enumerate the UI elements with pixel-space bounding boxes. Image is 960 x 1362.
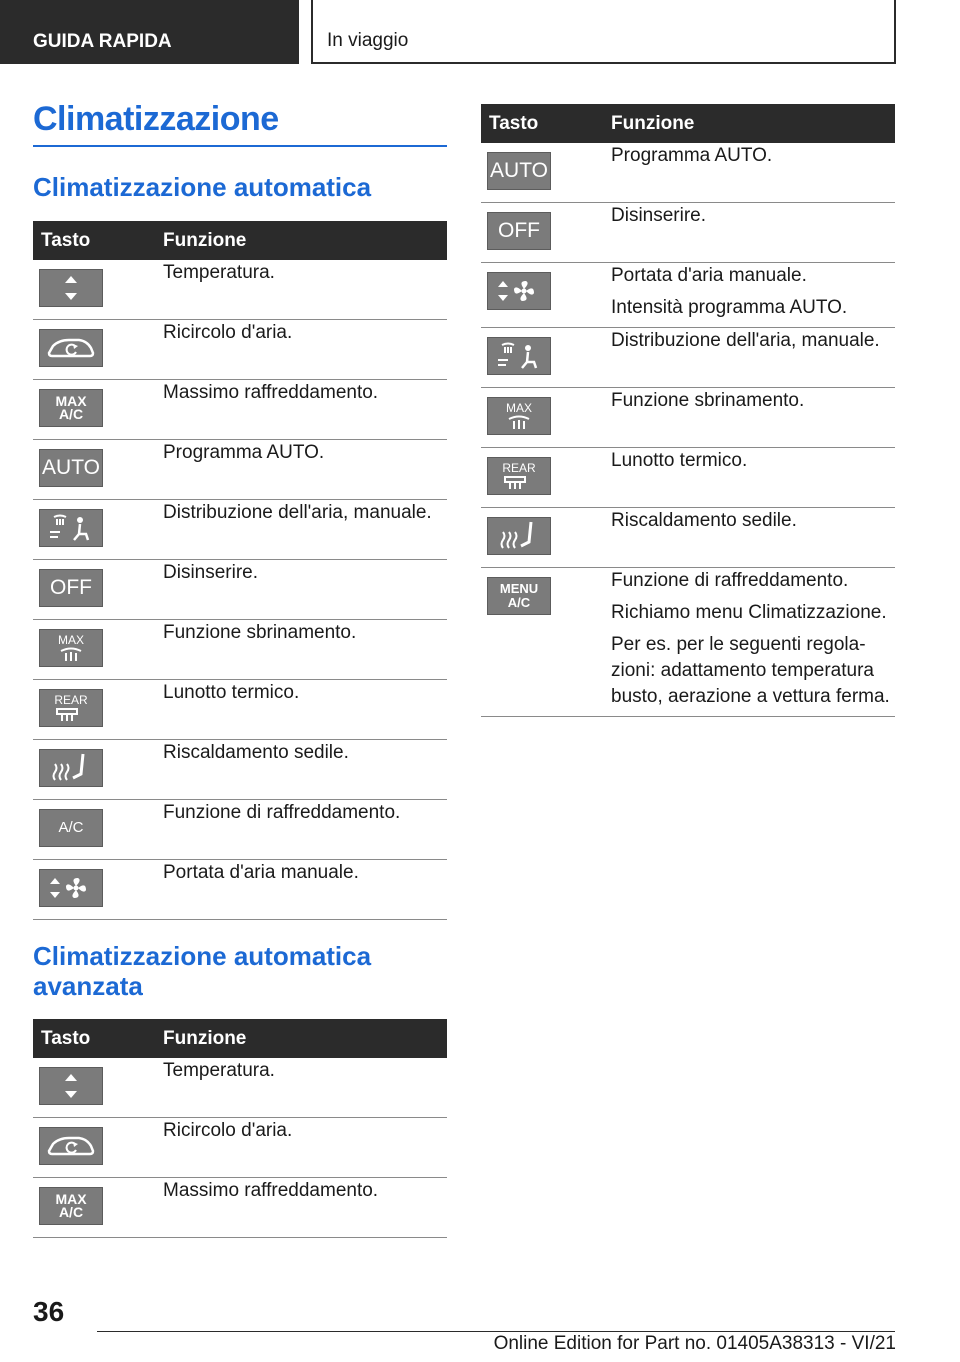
key-cell bbox=[33, 860, 163, 920]
table-row bbox=[33, 860, 447, 920]
function-cell bbox=[163, 560, 447, 620]
seat-heating-icon bbox=[495, 520, 543, 552]
auto-program-icon: AUTO bbox=[490, 159, 548, 182]
key-cell bbox=[33, 380, 163, 440]
page-title: Climatizzazione bbox=[33, 100, 279, 138]
rear-defrost-key bbox=[39, 689, 103, 727]
function-cell bbox=[163, 800, 447, 860]
function-cell bbox=[163, 380, 447, 440]
function-text: Funzione sbrinamento. bbox=[163, 622, 357, 643]
function-cell bbox=[163, 1118, 447, 1178]
title-divider bbox=[33, 145, 447, 147]
function-cell bbox=[611, 328, 895, 388]
function-text: Temperatura. bbox=[163, 1060, 275, 1081]
function-text: Disinserire. bbox=[611, 205, 707, 226]
temperature-arrows-key bbox=[39, 1067, 103, 1105]
key-cell bbox=[481, 568, 611, 717]
air-distribution-key bbox=[487, 337, 551, 375]
air-recirculation-key bbox=[39, 1127, 103, 1165]
function-cell bbox=[611, 448, 895, 508]
table-row bbox=[33, 1058, 447, 1118]
function-text: Disinserire. bbox=[163, 562, 259, 583]
seat-heating-key bbox=[487, 517, 551, 555]
key-cell bbox=[33, 500, 163, 560]
function-cell bbox=[611, 263, 895, 328]
table-row bbox=[33, 560, 447, 620]
page-number: 36 bbox=[33, 1296, 65, 1327]
air-recirculation-key bbox=[39, 329, 103, 367]
climate-keys-table-automatic bbox=[33, 221, 447, 920]
function-cell bbox=[163, 440, 447, 500]
off-icon: OFF bbox=[498, 219, 540, 242]
menu-ac-key bbox=[487, 577, 551, 615]
key-cell bbox=[481, 203, 611, 263]
max-defrost-icon: MAX bbox=[506, 403, 532, 430]
ac-key bbox=[39, 809, 103, 847]
section-title-advanced: Climatizzazione automatica avanzata bbox=[33, 941, 372, 1001]
column-header-key: Tasto bbox=[33, 1019, 163, 1058]
chapter-tab: In viaggio bbox=[311, 0, 896, 64]
table-row bbox=[481, 203, 895, 263]
off-key bbox=[487, 212, 551, 250]
function-text: Intensità programma AUTO. bbox=[611, 297, 848, 318]
column-header-key: Tasto bbox=[33, 221, 163, 260]
key-cell bbox=[33, 440, 163, 500]
key-cell bbox=[481, 328, 611, 388]
function-cell bbox=[611, 508, 895, 568]
air-flow-manual-icon bbox=[46, 873, 96, 903]
key-cell bbox=[481, 388, 611, 448]
climate-keys-table-advanced bbox=[33, 1019, 447, 1238]
key-cell bbox=[33, 260, 163, 320]
climate-keys-table-advanced-continued bbox=[481, 104, 895, 717]
max-defrost-icon: MAX bbox=[58, 635, 84, 662]
table-row bbox=[33, 320, 447, 380]
table-row bbox=[481, 508, 895, 568]
air-distribution-icon bbox=[494, 340, 544, 372]
function-text: Lunotto termico. bbox=[163, 682, 300, 703]
table-row bbox=[33, 800, 447, 860]
function-cell bbox=[163, 500, 447, 560]
key-cell bbox=[33, 620, 163, 680]
air-flow-manual-key bbox=[39, 869, 103, 907]
seat-heating-key bbox=[39, 749, 103, 787]
function-cell bbox=[163, 260, 447, 320]
function-text: Distribuzione dell'aria, manuale. bbox=[611, 330, 880, 351]
air-flow-manual-key bbox=[487, 272, 551, 310]
max-ac-icon: MAX A/C bbox=[55, 393, 87, 422]
max-defrost-key bbox=[487, 397, 551, 435]
function-text: Riscaldamento sedile. bbox=[163, 742, 349, 763]
temperature-arrows-icon bbox=[61, 1071, 81, 1101]
column-header-key: Tasto bbox=[481, 104, 611, 143]
column-header-function: Funzione bbox=[163, 1019, 447, 1058]
table-row bbox=[33, 620, 447, 680]
key-cell bbox=[33, 560, 163, 620]
function-text: Programma AUTO. bbox=[163, 442, 325, 463]
key-cell bbox=[481, 508, 611, 568]
key-cell bbox=[481, 448, 611, 508]
function-cell bbox=[163, 860, 447, 920]
function-text: Ricircolo d'aria. bbox=[163, 322, 293, 343]
seat-heating-icon bbox=[47, 752, 95, 784]
function-cell bbox=[163, 740, 447, 800]
function-text: Lunotto termico. bbox=[611, 450, 748, 471]
key-cell bbox=[33, 320, 163, 380]
auto-program-key bbox=[39, 449, 103, 487]
function-cell bbox=[611, 203, 895, 263]
temperature-arrows-icon bbox=[61, 273, 81, 303]
table-row bbox=[33, 260, 447, 320]
function-text: Richiamo menu Climatizzazione. bbox=[611, 602, 887, 623]
function-cell bbox=[163, 1178, 447, 1238]
table-row bbox=[481, 568, 895, 717]
key-cell bbox=[33, 740, 163, 800]
function-text: Temperatura. bbox=[163, 262, 275, 283]
function-text: Riscaldamento sedile. bbox=[611, 510, 797, 531]
function-text: Portata d'aria manuale. bbox=[163, 862, 359, 883]
key-cell bbox=[33, 680, 163, 740]
table-row bbox=[33, 500, 447, 560]
table-row bbox=[481, 143, 895, 203]
rear-defrost-icon: REAR bbox=[54, 695, 87, 722]
function-text: Massimo raffreddamento. bbox=[163, 1180, 379, 1201]
function-cell bbox=[163, 320, 447, 380]
function-text: Funzione di raffreddamento. bbox=[163, 802, 401, 823]
table-row bbox=[481, 263, 895, 328]
section-title-automatic: Climatizzazione automatica bbox=[33, 172, 372, 202]
air-distribution-icon bbox=[46, 512, 96, 544]
function-text: Massimo raffreddamento. bbox=[163, 382, 379, 403]
function-text: Per es. per le seguenti regola-zioni: adattamento temperatura busto, aerazione a vettura ferma. bbox=[611, 634, 890, 707]
off-key bbox=[39, 569, 103, 607]
table-row bbox=[33, 680, 447, 740]
function-cell bbox=[163, 680, 447, 740]
key-cell bbox=[481, 143, 611, 203]
temperature-arrows-key bbox=[39, 269, 103, 307]
function-text: Programma AUTO. bbox=[611, 145, 773, 166]
column-header-function: Funzione bbox=[163, 221, 447, 260]
function-cell bbox=[611, 143, 895, 203]
air-distribution-key bbox=[39, 509, 103, 547]
table-row bbox=[481, 388, 895, 448]
function-cell bbox=[163, 620, 447, 680]
menu-ac-icon: MENU A/C bbox=[499, 581, 539, 610]
key-cell bbox=[33, 1118, 163, 1178]
function-cell bbox=[611, 388, 895, 448]
ac-icon: A/C bbox=[58, 819, 84, 836]
table-row bbox=[481, 328, 895, 388]
air-flow-manual-icon bbox=[494, 276, 544, 306]
max-ac-key bbox=[39, 389, 103, 427]
air-recirculation-icon bbox=[45, 335, 97, 361]
function-text: Ricircolo d'aria. bbox=[163, 1120, 293, 1141]
key-cell bbox=[33, 1058, 163, 1118]
function-text: Funzione di raffreddamento. bbox=[611, 570, 849, 591]
section-tab: GUIDA RAPIDA bbox=[0, 0, 299, 64]
auto-program-key bbox=[487, 152, 551, 190]
max-defrost-key bbox=[39, 629, 103, 667]
table-row bbox=[33, 740, 447, 800]
key-cell bbox=[33, 800, 163, 860]
key-cell bbox=[33, 1178, 163, 1238]
table-row bbox=[33, 1178, 447, 1238]
max-ac-key bbox=[39, 1187, 103, 1225]
footer-divider bbox=[97, 1331, 895, 1332]
function-cell bbox=[163, 1058, 447, 1118]
max-ac-icon: MAX A/C bbox=[55, 1191, 87, 1220]
off-icon: OFF bbox=[50, 576, 92, 599]
function-text: Portata d'aria manuale. bbox=[611, 265, 807, 286]
key-cell bbox=[481, 263, 611, 328]
table-row bbox=[33, 380, 447, 440]
air-recirculation-icon bbox=[45, 1133, 97, 1159]
column-header-function: Funzione bbox=[611, 104, 895, 143]
auto-program-icon: AUTO bbox=[42, 456, 100, 479]
table-row bbox=[33, 1118, 447, 1178]
table-row bbox=[481, 448, 895, 508]
function-cell bbox=[611, 568, 895, 717]
function-text: Funzione sbrinamento. bbox=[611, 390, 805, 411]
table-row bbox=[33, 440, 447, 500]
rear-defrost-icon: REAR bbox=[502, 463, 535, 490]
function-text: Distribuzione dell'aria, manuale. bbox=[163, 502, 432, 523]
rear-defrost-key bbox=[487, 457, 551, 495]
edition-note: Online Edition for Part no. 01405A38313 - VI/21 bbox=[493, 1333, 896, 1354]
